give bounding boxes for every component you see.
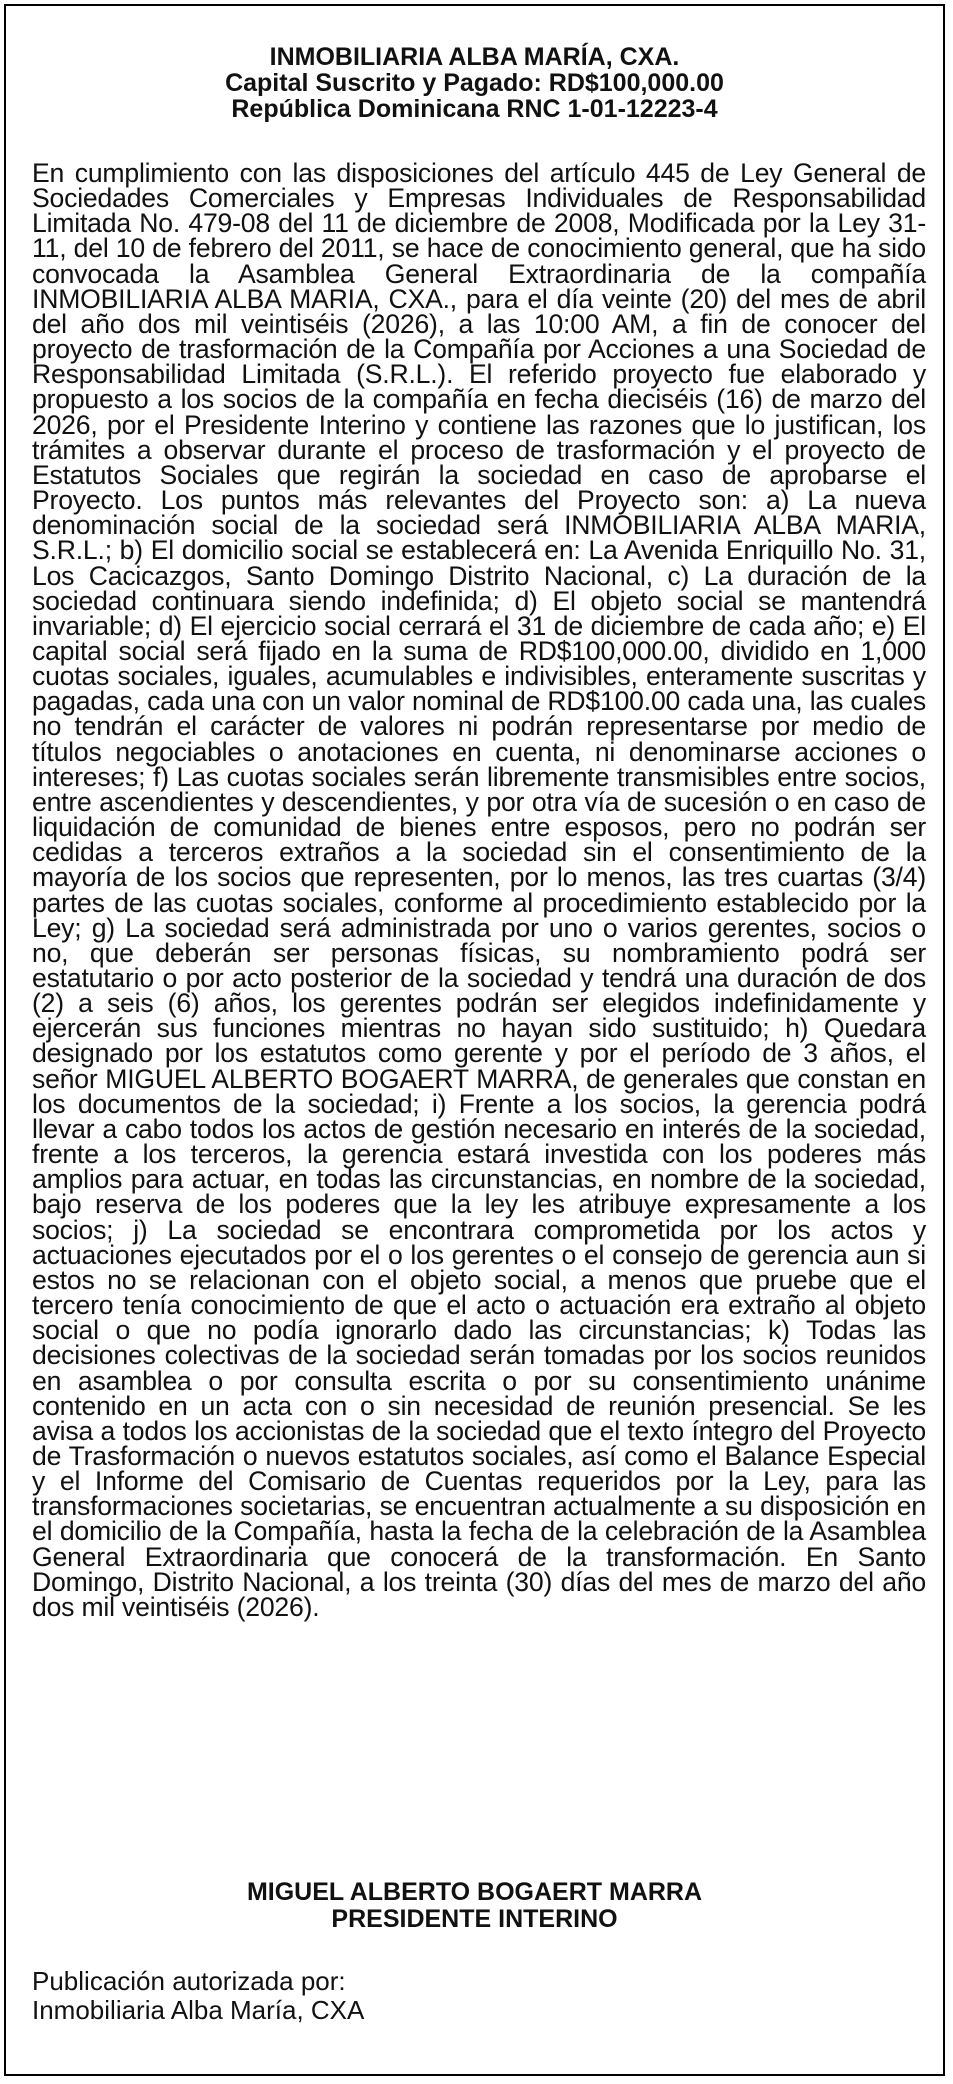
capital-line: Capital Suscrito y Pagado: RD$100,000.00 bbox=[225, 69, 724, 97]
publication-footer bbox=[32, 1967, 364, 2025]
notice-body: En cumplimiento con las disposiciones del artículo 445 de Ley General de Sociedades Comerciales y Empresas Individuales de Responsabilidad Limitada No. 479-08 del 11 de diciembre de 2008, Modificada por la Ley 31-11, del 10 de febrero del 2011, se hace de conocimiento general, que ha sido convocada la Asamblea General Extraordinaria de la compañía INMOBILIARIA ALBA MARIA, CXA., para el día veinte (20) del mes de abril del año dos mil veintiséis (2026), a las 10:00 AM, a fin de conocer del proyecto de trasformación de la Compañía por Acciones a una Sociedad de Responsabilidad Limitada (S.R.L.). El referido proyecto fue elaborado y propuesto a los socios de la compañía en fecha dieciséis (16) de marzo del 2026, por el Presidente Interino y contiene las razones que lo justifican, los trámites a observar durante el proceso de trasformación y el proyecto de Estatutos Sociales que regirán la sociedad en caso de aprobarse el Proyecto. Los puntos más relevantes del Proyecto son: a) La nueva denominación social de la sociedad será INMOBILIARIA ALBA MARIA, S.R.L.; b) El domicilio social se establecerá en: La Avenida Enriquillo No. 31, Los Cacicazgos, Santo Domingo Distrito Nacional, c) La duración de la sociedad continuara siendo indefinida; d) El objeto social se mantendrá invariable; d) El ejercicio social cerrará el 31 de diciembre de cada año; e) El capital social será fijado en la suma de RD$100,000.00, dividido en 1,000 cuotas sociales, iguales, acumulables e indivisibles, enteramente suscritas y pagadas, cada una con un valor nominal de RD$100.00 cada una, las cuales no tendrán el carácter de valores ni podrán representarse por medio de títulos negociables o anotaciones en cuenta, ni denominarse acciones o intereses; f) Las cuotas sociales serán libremente transmisibles entre socios, entre ascendientes y descendientes, y por otra vía de sucesión o en caso de liquidación de comunidad de bienes entre esposos, pero no podrán ser cedidas a terceros extraños a la sociedad sin el consentimiento de la mayoría de los socios que representen, por lo menos, las tres cuartas (3/4) partes de las cuotas sociales, conforme al procedimiento establecido por la Ley; g) La sociedad será administrada por uno o varios gerentes, socios o no, que deberán ser personas físicas, su nombramiento podrá ser estatutario o por acto posterior de la sociedad y tendrá una duración de dos (2) a seis (6) años, los gerentes podrán ser elegidos indefinidamente y ejercerán sus funciones mientras no hayan sido sustituido; h) Quedara designado por los estatutos como gerente y por el período de 3 años, el señor MIGUEL ALBERTO BOGAERT MARRA, de generales que constan en los documentos de la sociedad; i) Frente a los socios, la gerencia podrá llevar a cabo todos los actos de gestión necesario en interés de la sociedad, frente a los terceros, la gerencia estará investida con los poderes más amplios para actuar, en todas las circunstancias, en nombre de la sociedad, bajo reserva de los poderes que la ley les atribuye expresamente a los socios; j) La sociedad se encontrara comprometida por los actos y actuaciones ejecutados por el o los gerentes o el consejo de gerencia aun si estos no se relacionan con el objeto social, a menos que pruebe que el tercero tenía conocimiento de que el acto o actuación era extraño al objeto social o que no podía ignorarlo dado las circunstancias; k) Todas las decisiones colectivas de la sociedad serán tomadas por los socios reunidos en asamblea o por consulta escrita o por su consentimiento unánime contenido en un acta con o sin necesidad de reunión presencial. Se les avisa a todos los accionistas de la sociedad que el texto íntegro del Proyecto de Trasformación o nuevos estatutos sociales, así como el Balance Especial y el Informe del Comisario de Cuentas requeridos por la Ley, para las transformaciones societarias, se encuentran actualmente a su disposición en el domicilio de la Compañía, hasta la fecha de la celebración de la Asamblea General Extraordinaria que conocerá de la transformación. En Santo Domingo, Distrito Nacional, a los treinta (30) días del mes de marzo del año dos mil veintiséis (2026). bbox=[32, 158, 926, 1622]
country-rnc-line: República Dominicana RNC 1-01-12223-4 bbox=[231, 95, 718, 123]
signer-name: MIGUEL ALBERTO BOGAERT MARRA bbox=[246, 1878, 703, 1906]
footer-company: Inmobiliaria Alba María, CXA bbox=[32, 1995, 365, 2025]
signature-block bbox=[6, 1879, 943, 1933]
footer-authorized-label: Publicación autorizada por: bbox=[32, 1966, 346, 1996]
company-name: INMOBILIARIA ALBA MARÍA, CXA. bbox=[269, 43, 680, 71]
notice-header bbox=[6, 44, 943, 122]
legal-notice bbox=[4, 4, 945, 2076]
signer-title: PRESIDENTE INTERINO bbox=[331, 1905, 618, 1933]
